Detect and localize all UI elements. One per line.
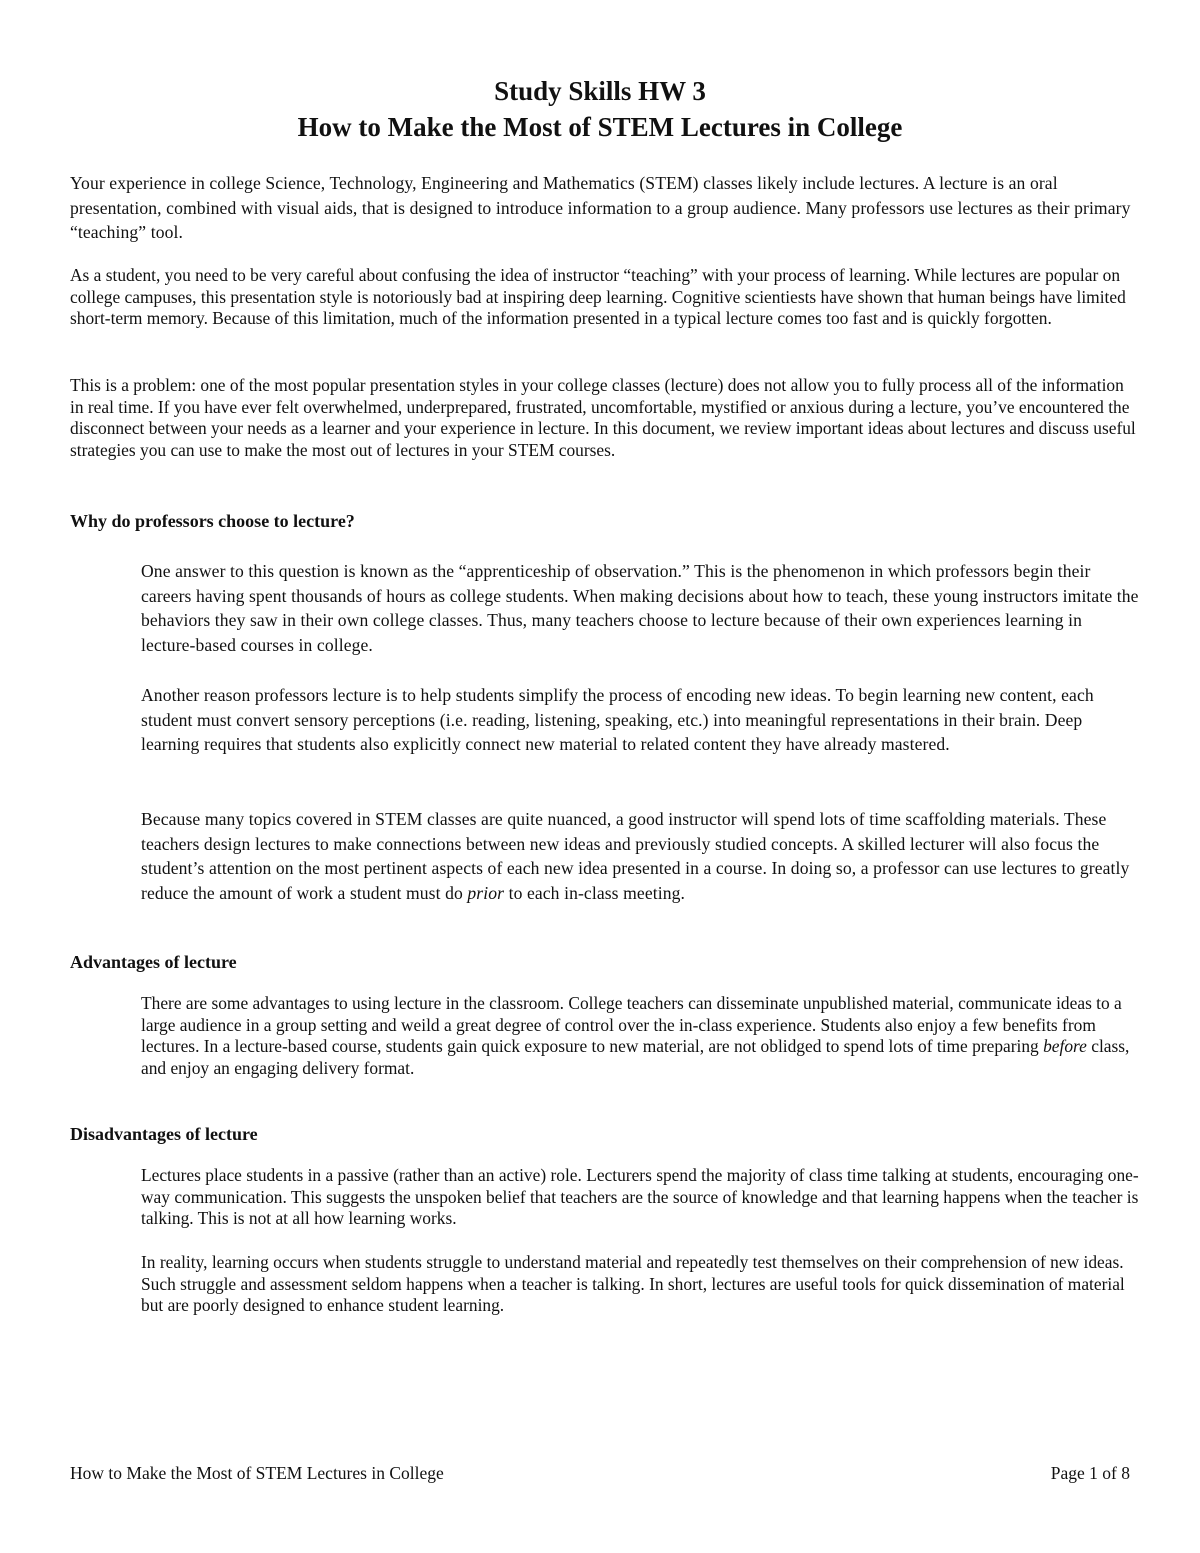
why-paragraph-1: One answer to this question is known as the “apprenticeship of observation.” This is the phenomenon in which professors begin their careers having spent thousands of hours as college students. When making decisions about how to teach, these young instructors imitate the behaviors they saw in their own college classes. Thus, many teachers choose to lecture because of their own experiences learning in lecture-based courses in college. <box>141 561 1139 655</box>
footer-page-number: Page 1 of 8 <box>1050 1463 1130 1483</box>
section-heading-disadvantages: Disadvantages of lecture <box>70 1124 258 1144</box>
why-paragraph-3-emphasis: prior <box>467 882 505 903</box>
why-paragraph-3-text-b: to each in-class meeting. <box>504 882 685 903</box>
why-paragraph-3-text-a: Because many topics covered in STEM classes are quite nuanced, a good instructor will spend lots of time scaffolding materials. These teachers design lectures to make connections between new ideas and previously studied concepts. A skilled lecturer will also focus the student’s attention on the most pertinent aspects of each new idea presented in a course. In doing so, a professor can use lectures to greatly reduce the amount of work a student must do <box>141 809 1130 903</box>
disadvantages-paragraph-1: Lectures place students in a passive (rather than an active) role. Lecturers spend the majority of class time talking at students, encouraging one-way communication. This suggests the unspoken belief that teachers are the source of knowledge and that learning happens when the teacher is talking. This is not at all how learning works. <box>141 1165 1139 1229</box>
intro-paragraph-1: Your experience in college Science, Technology, Engineering and Mathematics (STEM) classes likely include lectures. A lecture is an oral presentation, combined with visual aids, that is designed to introduce information to a group audience. Many professors use lectures as their primary “teaching” tool. <box>70 173 1131 243</box>
why-paragraph-2: Another reason professors lecture is to help students simplify the process of encoding new ideas. To begin learning new content, each student must convert sensory perceptions (i.e. reading, listening, speaking, etc.) into meaningful representations in their brain. Deep learning requires that students also explicitly connect new material to related content they have already mastered. <box>141 685 1094 755</box>
advantages-paragraph-1-emphasis: before <box>1043 1036 1087 1057</box>
section-heading-why: Why do professors choose to lecture? <box>70 511 355 531</box>
footer-document-title: How to Make the Most of STEM Lectures in College <box>70 1463 444 1483</box>
disadvantages-paragraph-2: In reality, learning occurs when students struggle to understand material and repeatedly test themselves on their comprehension of new ideas. Such struggle and assessment seldom happens when a teacher is talking. In short, lectures are useful tools for quick dissemination of material but are poorly designed to enhance student learning. <box>141 1252 1125 1316</box>
document-subtitle: How to Make the Most of STEM Lectures in College <box>297 112 903 142</box>
intro-paragraph-2: As a student, you need to be very careful about confusing the idea of instructor “teaching” with your process of learning. While lectures are popular on college campuses, this presentation style is notoriously bad at inspiring deep learning. Cognitive scientiests have shown that human beings have limited short-term memory. Because of this limitation, much of the information presented in a typical lecture comes too fast and is quickly forgotten. <box>70 265 1126 329</box>
advantages-paragraph-1-text-a: There are some advantages to using lecture in the classroom. College teachers can disseminate unpublished material, communicate ideas to a large audience in a group setting and weild a great degree of control over the in-class experience. Students also enjoy a few benefits from lectures. In a lecture-based course, students gain quick exposure to new material, are not oblidged to spend lots of time preparing <box>141 993 1122 1057</box>
advantages-paragraph-1-text-b: class, and enjoy an engaging delivery format. <box>141 1036 1130 1078</box>
advantages-paragraph-1 <box>141 993 1141 1079</box>
intro-paragraph-3: This is a problem: one of the most popular presentation styles in your college classes (lecture) does not allow you to fully process all of the information in real time. If you have ever felt overwhelmed, underprepared, frustrated, uncomfortable, mystified or anxious during a lecture, you’ve encountered the disconnect between your needs as a learner and your experience in lecture. In this document, we review important ideas about lectures and discuss useful strategies you can use to make the most out of lectures in your STEM courses. <box>70 375 1136 460</box>
section-heading-advantages: Advantages of lecture <box>70 952 237 972</box>
document-title: Study Skills HW 3 <box>494 76 706 106</box>
why-paragraph-3 <box>141 807 1141 905</box>
